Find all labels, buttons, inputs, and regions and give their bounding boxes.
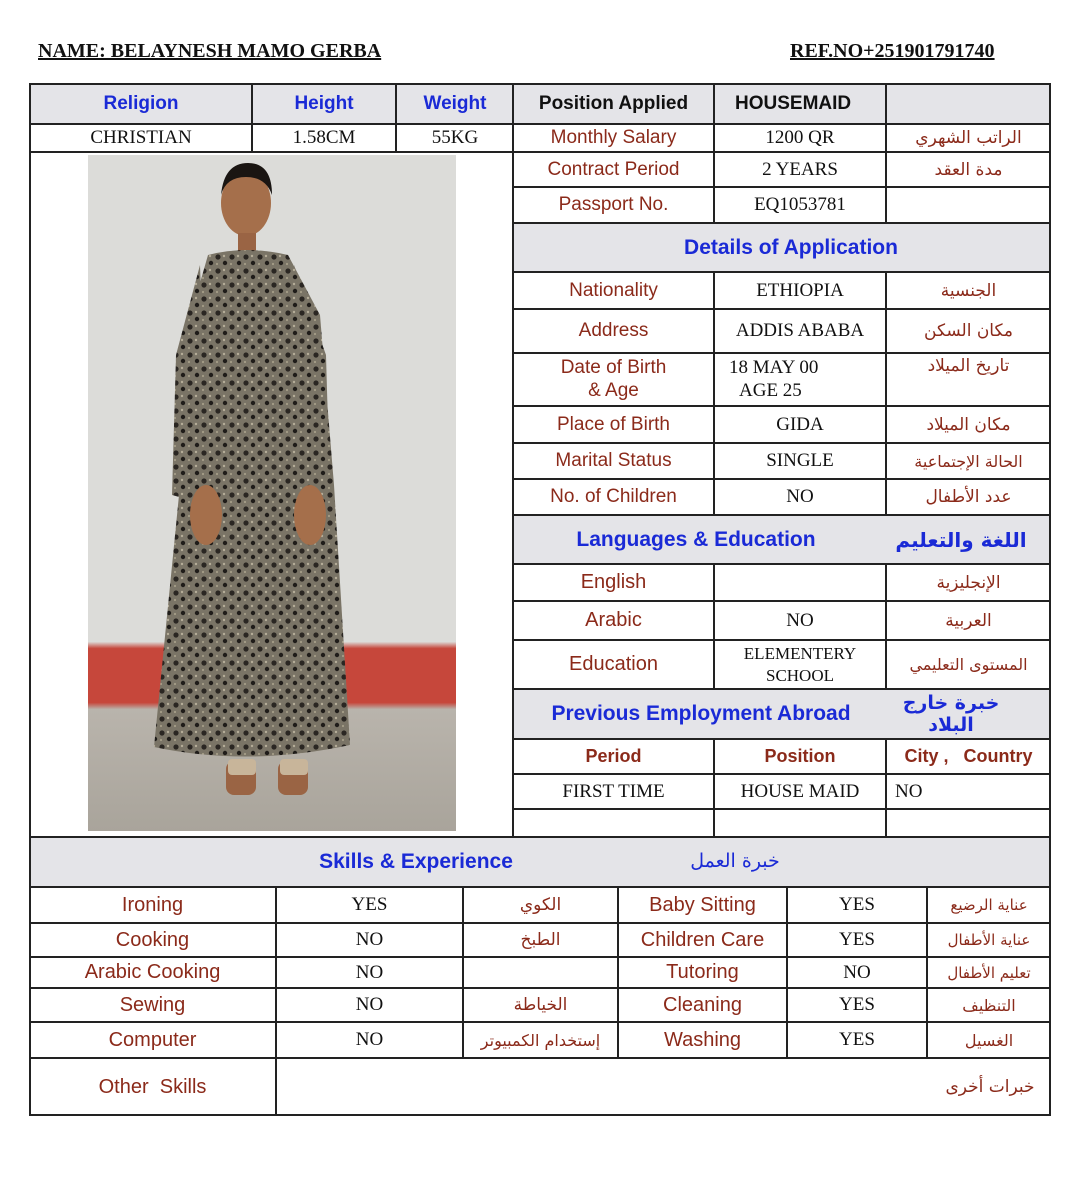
place-of-birth-value: GIDA [776,413,824,435]
skill-baby-sitting-label: Baby Sitting [649,893,756,916]
monthly-salary-label: Monthly Salary [550,126,677,148]
nationality-value: ETHIOPIA [756,279,844,301]
skill-tutoring-value: NO [843,961,871,983]
languages-title-arabic: اللغة والتعليم [895,528,1027,552]
details-title: Details of Application [684,235,898,259]
place-of-birth-arabic: مكان الميلاد [926,414,1011,435]
skill-children-care-arabic: عناية الأطفال [947,931,1031,949]
skill-arabic-cooking-label: Arabic Cooking [84,961,221,983]
children-value: NO [786,486,814,507]
skill-children-care-value: YES [839,929,875,950]
children-arabic: عدد الأطفال [925,487,1012,507]
skills-title: Skills & Experience [319,850,513,873]
education-value-line2: SCHOOL [765,666,834,685]
period-column-header: Period [585,746,642,766]
position-applied-label: Position Applied [538,93,689,114]
candidate-photo-figure [88,155,456,831]
position-column-header: Position [764,746,836,766]
skill-computer-value: NO [355,1029,384,1050]
dob-date: 18 MAY 00 [729,357,819,378]
contract-period-label: Contract Period [547,158,680,180]
skill-washing-label: Washing [663,1028,742,1051]
contract-period-arabic: مدة العقد [934,159,1003,180]
skill-ironing-arabic: الكوي [519,895,562,915]
skill-cooking-value: NO [355,929,384,950]
skill-arabic-cooking-value: NO [355,961,384,983]
english-label: English [580,571,647,593]
contract-period-value: 2 YEARS [762,158,838,180]
arabic-value: NO [786,609,814,631]
marital-status-value: SINGLE [766,450,834,471]
employment-city-value: NO [895,780,923,802]
dob-age: AGE 25 [739,380,802,401]
skill-computer-label: Computer [108,1028,197,1051]
skill-computer-arabic: إستخدام الكمبيوتر [480,1030,601,1050]
employment-title-arabic: خبرة خارج البلاد [902,692,1000,736]
dob-label-line2: & Age [588,380,639,401]
education-label: Education [569,653,658,675]
city-country-column-header: City , Country [904,746,1033,766]
skill-baby-sitting-value: YES [839,894,875,915]
education-value [715,643,885,687]
skill-tutoring-arabic: تعليم الأطفال [947,963,1031,982]
candidate-photo [88,155,456,831]
monthly-salary-arabic: الراتب الشهري [915,127,1022,148]
employment-position-value: HOUSE MAID [740,780,860,802]
skill-baby-sitting-arabic: عناية الرضيع [950,896,1028,914]
skill-sewing-arabic: الخياطة [513,995,568,1015]
place-of-birth-label: Place of Birth [557,413,670,435]
arabic-label: Arabic [585,609,642,631]
skill-tutoring-label: Tutoring [666,961,739,983]
weight-label: Weight [423,93,487,114]
skill-washing-arabic: الغسيل [964,1030,1014,1050]
skill-ironing-label: Ironing [121,893,184,916]
reference-number: REF.NO+251901791740 [790,40,995,62]
passport-label: Passport No. [558,194,669,215]
employment-title: Previous Employment Abroad [551,702,851,725]
position-applied-value: HOUSEMAID [735,93,852,114]
children-label: No. of Children [550,486,677,507]
dob-label [514,356,713,404]
religion-label: Religion [103,93,179,114]
skill-children-care-label: Children Care [640,928,765,951]
nationality-arabic: الجنسية [940,280,997,301]
arabic-arabic: العربية [945,610,992,631]
nationality-label: Nationality [569,279,658,301]
marital-status-arabic: الحالة الإجتماعية [914,451,1023,471]
education-value-line1: ELEMENTERY [743,644,857,663]
skills-title-arabic: خبرة العمل [690,850,780,872]
dob-value [715,356,885,404]
weight-value: 55KG [431,126,479,148]
religion-value: CHRISTIAN [90,126,192,148]
skill-cooking-arabic: الطبخ [520,930,561,950]
skill-cooking-label: Cooking [115,928,190,951]
skill-sewing-value: NO [355,994,384,1015]
skill-ironing-value: YES [351,894,388,915]
dob-arabic: تاريخ الميلاد [927,356,1010,376]
address-value: ADDIS ABABA [735,320,865,341]
skill-washing-value: YES [839,1029,875,1050]
skill-cleaning-arabic: التنظيف [962,995,1016,1015]
employment-period-value: FIRST TIME [562,780,665,802]
skill-cleaning-label: Cleaning [663,993,742,1016]
dob-label-line1: Date of Birth [560,357,667,378]
candidate-name: NAME: BELAYNESH MAMO GERBA [38,40,382,62]
passport-value: EQ1053781 [754,194,846,215]
height-value: 1.58CM [292,126,356,148]
skill-sewing-label: Sewing [119,993,186,1016]
other-skills-label: Other Skills [98,1075,207,1098]
monthly-salary-value: 1200 QR [765,126,835,148]
english-arabic: الإنجليزية [936,572,1001,593]
height-label: Height [294,93,354,114]
address-label: Address [578,320,649,341]
marital-status-label: Marital Status [555,450,672,471]
skill-cleaning-value: YES [839,994,875,1015]
languages-title: Languages & Education [576,528,816,551]
education-arabic: المستوى التعليمي [909,655,1028,674]
address-arabic: مكان السكن [924,321,1013,341]
other-skills-arabic: خبرات أخرى [945,1077,1035,1097]
